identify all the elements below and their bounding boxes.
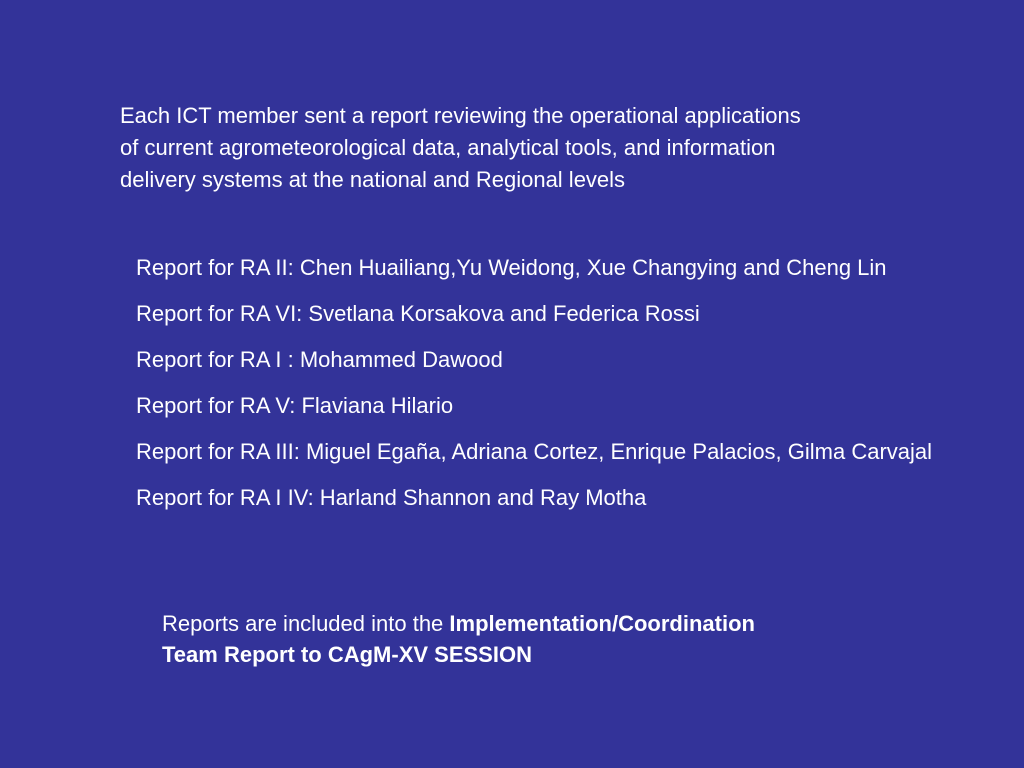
note-bold-line-1: Implementation/Coordination bbox=[449, 611, 755, 636]
report-item-ra-iv: Report for RA I IV: Harland Shannon and Ray Motha bbox=[136, 485, 647, 510]
report-item-ra-i: Report for RA I : Mohammed Dawood bbox=[136, 347, 503, 372]
note-bold-line-2: Team Report to CAgM-XV SESSION bbox=[162, 642, 532, 667]
intro-line-3: delivery systems at the national and Regional levels bbox=[120, 167, 626, 192]
intro-line-1: Each ICT member sent a report reviewing the operational applications bbox=[120, 103, 801, 128]
report-item-ra-v: Report for RA V: Flaviana Hilario bbox=[136, 393, 454, 418]
report-item-ra-iii: Report for RA III: Miguel Egaña, Adriana Cortez, Enrique Palacios, Gilma Carvajal bbox=[136, 439, 933, 464]
intro-line-2: of current agrometeorological data, analytical tools, and information bbox=[120, 135, 776, 160]
report-item-ra-vi: Report for RA VI: Svetlana Korsakova and Federica Rossi bbox=[136, 301, 700, 326]
report-item-ra-ii: Report for RA II: Chen Huailiang,Yu Weidong, Xue Changying and Cheng Lin bbox=[136, 255, 887, 280]
report-list bbox=[136, 253, 986, 529]
note-prefix: Reports are included into the bbox=[162, 611, 450, 636]
note-paragraph bbox=[162, 608, 922, 670]
intro-paragraph bbox=[120, 100, 920, 196]
